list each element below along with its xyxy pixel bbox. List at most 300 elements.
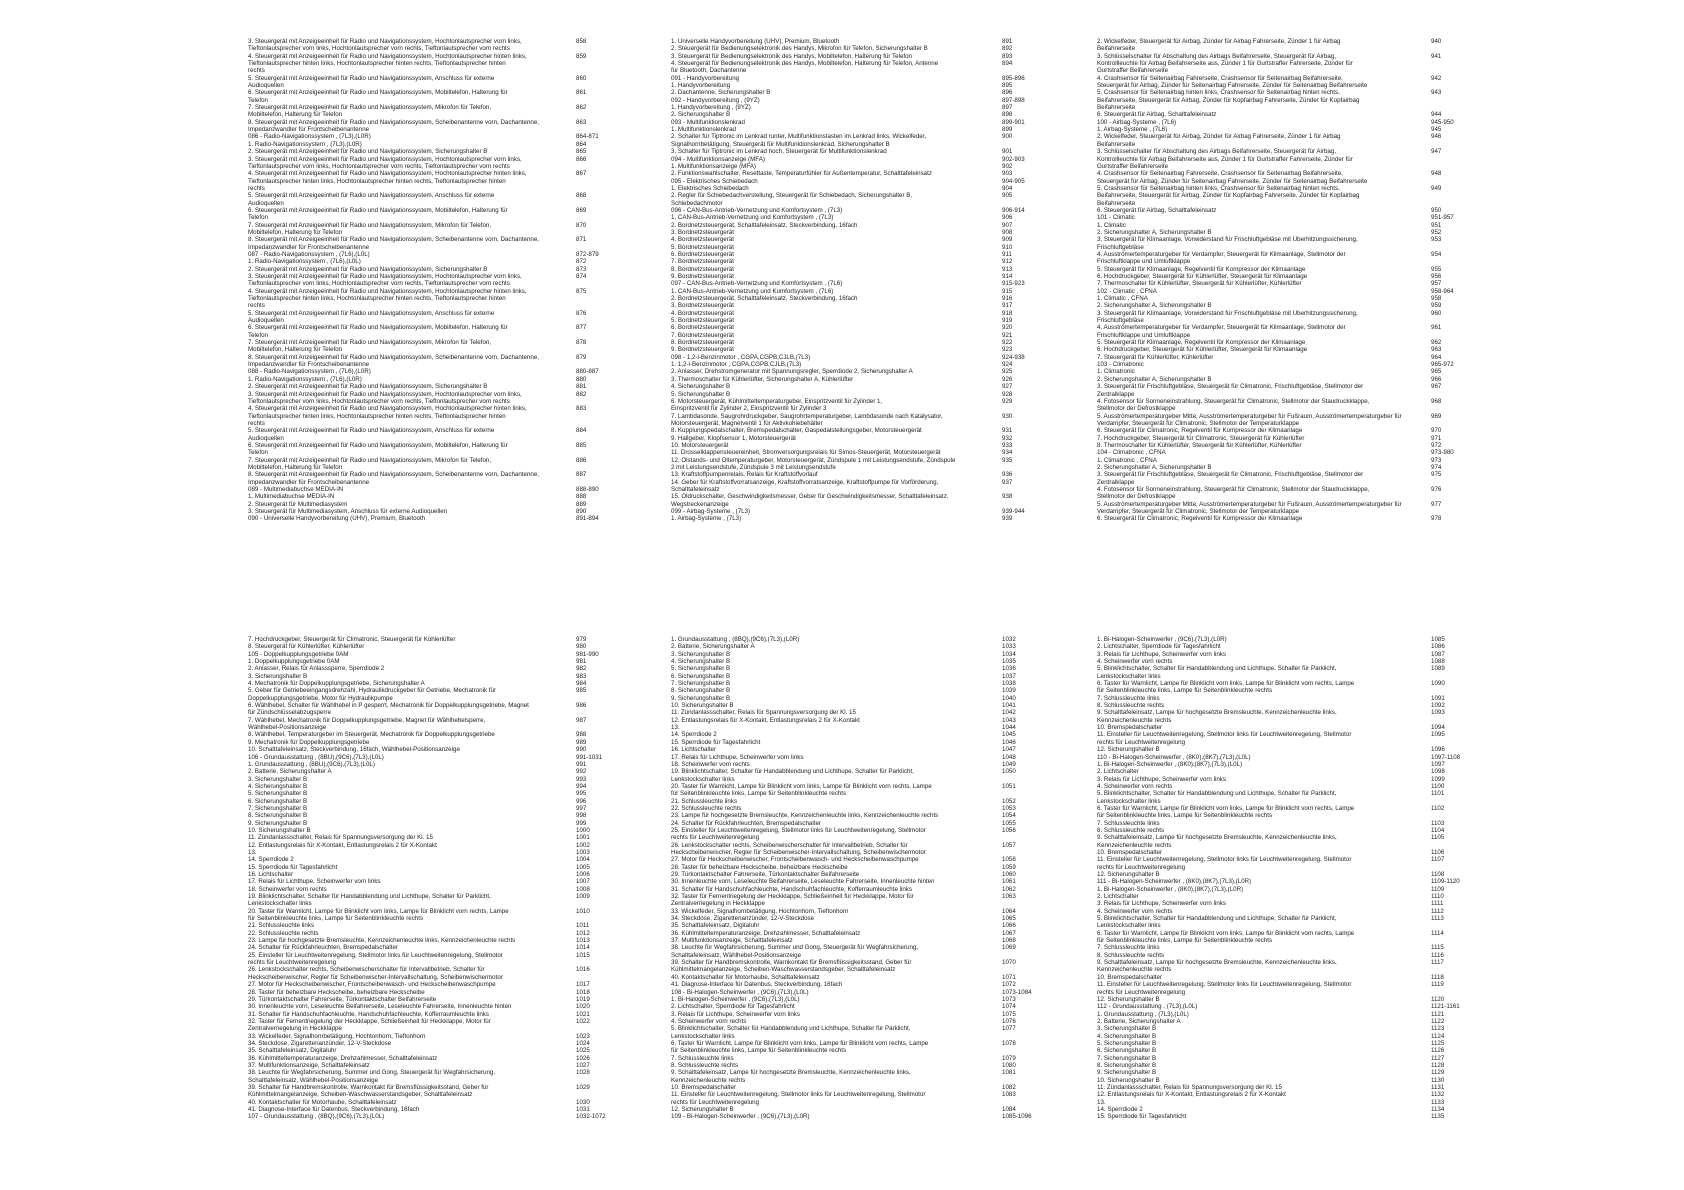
toc-entry-title: 8. Bordnetzsteuergerät xyxy=(671,265,734,273)
toc-entry-title: 089 - Multimediabuchse MEDIA-IN xyxy=(248,485,344,493)
toc-entry-title: 8. Schlussleuchte rechts xyxy=(1097,826,1165,834)
toc-entry-title: 14. Sperrdiode 2 xyxy=(1097,1106,1143,1113)
toc-entry-title: Kennzeichenleuchte rechts xyxy=(1097,966,1172,974)
toc-entry-title: 11. Einsteller für Leuchtweitenregelung, Stellmotor links für Leuchtweitenregelung, Stellmotor xyxy=(1097,856,1352,864)
toc-entry-title: 6. Steuergerät für Climatronic, Regelventil für Kompressor der Klimaanlage xyxy=(1097,427,1303,435)
toc-entry-page: 1121-1161 xyxy=(1431,1003,1460,1011)
toc-entry-title: 5. Blinklichtschalter, Schalter für Handabblendung und Lichthupe, Schalter für Parklicht, xyxy=(1097,790,1337,798)
toc-entry-page: 1070 xyxy=(1002,959,1016,967)
toc-entry-title: 9. Hallgeber, Klopfsensor 1, Motorsteuergerät xyxy=(671,434,796,442)
toc-entry-title: 27. Motor für Heckscheibenwischer, Frontscheibenwasch- und Heckscheibenwaschpumpe xyxy=(671,856,919,864)
toc-entry-page: 929 xyxy=(1002,397,1013,405)
toc-entry-page: 1006 xyxy=(576,871,590,878)
toc-entry-page: 930 xyxy=(1002,412,1013,420)
toc-entry-title: 9. Sicherungshalter B xyxy=(248,819,308,827)
toc-entry-page: 986 xyxy=(576,702,587,710)
toc-entry-page: 896 xyxy=(1002,89,1013,97)
toc-entry-title: 6. Bordnetzsteuergerät xyxy=(671,324,734,332)
toc-entry-page: 1010 xyxy=(576,907,590,915)
toc-entry-page: 946 xyxy=(1431,133,1442,141)
toc-entry-page: 969 xyxy=(1431,412,1442,420)
toc-entry-title: für Bluetooth, Dachantenne xyxy=(671,67,747,75)
toc-entry-page: 898 xyxy=(1002,111,1013,119)
toc-entry-page: 907 xyxy=(1002,221,1013,229)
toc-entry-title: rechts xyxy=(248,67,265,75)
toc-entry-title: Telefon xyxy=(248,449,268,457)
toc-entry-page: 1031 xyxy=(576,1106,590,1113)
toc-entry-title: rechts xyxy=(248,184,265,192)
toc-entry-title: 7. Bordnetzsteuergerät xyxy=(671,331,734,339)
toc-entry-page: 1071 xyxy=(1002,973,1016,981)
toc-entry-page: 1119 xyxy=(1431,981,1444,989)
toc-entry-title: Lenkstockschalter links xyxy=(248,900,312,908)
toc-entry-page: 1109 xyxy=(1431,885,1445,893)
toc-entry-title: 3. Sicherungshalter B xyxy=(1097,1025,1157,1033)
toc-entry-title: 15. Sperrdiode für Tagesfahrlicht xyxy=(248,863,338,871)
toc-entry-page: 904-905 xyxy=(1002,177,1025,185)
toc-entry-page: 1017 xyxy=(576,981,590,989)
toc-entry-title: 6. Steuergerät mit Anzeigeeinheit für Radio und Navigationssystem, Mobiltelefon, Halterung für xyxy=(248,324,508,332)
toc-entry-title: Audioquellen xyxy=(248,317,284,325)
toc-entry-title: 8. Bordnetzsteuergerät xyxy=(671,339,734,347)
toc-entry-page: 861 xyxy=(576,89,587,97)
toc-entry-page: 863 xyxy=(576,118,587,126)
toc-entry-title: 7. Bordnetzsteuergerät xyxy=(671,258,734,266)
toc-entry-title: 7. Wählhebel, Mechatronik für Doppelkupplungsgetriebe, Magnet für Wählhebelsperre, xyxy=(248,716,486,724)
toc-entry-title: 090 - Universelle Handyvorbereitung (UHV), Premium, Bluetooth xyxy=(248,515,426,523)
toc-entry-title: 10. Bremspedalschalter xyxy=(1097,724,1163,732)
toc-entry-title: 8. Kupplungspedalschalter, Bremspedalschalter, Gaspedalstellungsgeber, Motorsteuergerät xyxy=(671,427,922,435)
toc-entry-title: Schiebedachmotor xyxy=(671,199,723,207)
toc-entry-page: 924 xyxy=(1002,361,1013,369)
toc-entry-page: 951-957 xyxy=(1431,214,1454,222)
toc-entry-page: 1002 xyxy=(576,841,590,849)
toc-entry-page: 1023 xyxy=(576,1032,590,1040)
toc-entry-title: 4. Steuergerät mit Anzeigeeinheit für Radio und Navigationssystem, Hochtonlautsprecher hinten links, xyxy=(248,52,527,60)
toc-entry-title: 6. Sicherungshalter B xyxy=(671,672,731,680)
toc-entry-title: Tieftonlautsprecher vorn links, Hochtonlautsprecher vorn rechts, Tieftonlautsprecher vorn rechts xyxy=(248,45,510,53)
toc-entry-title: 5. Sicherungshalter B xyxy=(671,390,731,398)
toc-entry-page: 888-890 xyxy=(576,485,599,493)
toc-entry-title: 2. Bordnetzsteuergerät, Schalttafeleinsatz, Steckverbindung, 16fach xyxy=(671,295,858,303)
toc-entry-page: 974 xyxy=(1431,463,1442,471)
toc-entry-page: 999 xyxy=(576,819,587,827)
toc-entry-title: 3. Schalter für Tiptronic im Lenkrad hoch, Steuergerät für Multifunktionslenkrad xyxy=(671,148,887,156)
toc-entry-page: 1036 xyxy=(1002,665,1016,673)
toc-entry-title: 4. Steuergerät für Bedienungselektronik des Handys, Mobiltelefon, Halterung für Telefon, Antenne xyxy=(671,60,939,68)
toc-entry-page: 874 xyxy=(576,273,587,280)
toc-entry-title: Lenkstockschalter links xyxy=(671,775,735,783)
toc-entry-page: 956 xyxy=(1431,273,1442,280)
toc-entry-title: 2. Lichtschalter, Sperrdiode für Tagesfahrlicht xyxy=(671,1003,795,1011)
toc-entry-title: 2. Sicherungshalter A, Sicherungshalter B xyxy=(1097,228,1212,236)
toc-entry-title: 4. Fotosensor für Sonneneinstrahlung, Steuergerät für Climatronic, Stellmotor der Staudruckklappe, xyxy=(1097,485,1370,493)
toc-entry-page: 1035 xyxy=(1002,658,1016,666)
toc-entry-page: 914 xyxy=(1002,273,1013,280)
toc-entry-page: 934 xyxy=(1002,449,1013,457)
toc-entry-title: Beifahrerseite, Steuergerät für Airbag, Zünder für Kopfairbag Fahrerseite, Zünder für Kopfairbag xyxy=(1097,96,1360,104)
toc-entry-title: 102 - Climatic , CFNA xyxy=(1097,287,1157,295)
toc-entry-page: 1112 xyxy=(1431,907,1444,915)
toc-entry-page: 1090 xyxy=(1431,680,1445,688)
toc-entry-title: 4. Sicherungshalter B xyxy=(1097,1032,1157,1040)
toc-entry-page: 1111 xyxy=(1431,900,1444,908)
toc-entry-page: 1069 xyxy=(1002,944,1016,952)
toc-entry-title: 107 - Grundausstattung , (8BQ),(9C6),(7L3),(L0L) xyxy=(248,1113,385,1121)
toc-entry-page: 991-1031 xyxy=(576,753,603,761)
toc-entry-title: rechts für Leuchtweitenregelung xyxy=(1097,863,1186,871)
toc-entry-title: 16. Lichtschalter xyxy=(671,746,717,754)
toc-entry-page: 1130 xyxy=(1431,1076,1445,1084)
toc-entry-page: 1124 xyxy=(1431,1032,1445,1040)
toc-entry-title: 38. Leuchte für Wegfahrsicherung, Summer und Gong, Steuergerät für Wegfahrsicherung, xyxy=(248,1069,496,1077)
toc-entry-title: Tieftonlautsprecher vorn links, Hochtonlautsprecher vorn rechts, Tieftonlautsprecher vorn rechts xyxy=(248,162,510,170)
toc-entry-title: 3. Bordnetzsteuergerät xyxy=(671,302,734,310)
toc-entry-title: 4. Ausströmertemperaturgeber für Verdampfer, Steuergerät für Klimaanlage, Stellmotor der xyxy=(1097,324,1346,332)
toc-entry-page: 958-964 xyxy=(1431,287,1454,295)
toc-entry-page: 1083 xyxy=(1002,1091,1016,1099)
toc-entry-page: 1080 xyxy=(1002,1061,1016,1069)
toc-entry-page: 1066 xyxy=(1002,922,1016,930)
toc-entry-title: Verdampfer, Steuergerät für Climatronic, Stellmotor der Temperaturklappe xyxy=(1097,419,1300,427)
toc-entry-title: 15. Sperrdiode für Tagesfahrlicht xyxy=(671,738,761,746)
toc-entry-title: 15. Sperrdiode für Tagesfahrlicht xyxy=(1097,1113,1187,1121)
toc-entry-title: 3. Relais für Lichthupe, Scheinwerfer vorn links xyxy=(671,1010,800,1018)
toc-entry-title: 4. Bordnetzsteuergerät xyxy=(671,236,734,244)
toc-entry-page: 931 xyxy=(1002,427,1013,435)
toc-entry-page: 963 xyxy=(1431,346,1442,354)
toc-entry-title: 21. Schlussleuchte links xyxy=(248,922,315,930)
toc-entry-title: 7. Sicherungshalter B xyxy=(1097,1054,1157,1062)
toc-entry-page: 1024 xyxy=(576,1039,590,1047)
toc-entry-title: 2. Steuergerät mit Anzeigeeinheit für Radio und Navigationssystem, Sicherungshalter B xyxy=(248,265,488,273)
toc-entry-title: 1. Multimediabuchse MEDIA-IN xyxy=(248,493,335,501)
toc-entry-page: 1073-1084 xyxy=(1002,988,1032,996)
toc-entry-page: 1021 xyxy=(576,1010,590,1018)
toc-entry-title: 7. Sicherungshalter B xyxy=(248,804,308,812)
toc-entry-page: 915 xyxy=(1002,287,1013,295)
toc-entry-title: Stellmotor der Defrostklappe xyxy=(1097,493,1176,501)
toc-entry-page: 1095 xyxy=(1431,731,1445,739)
toc-entry-page: 872 xyxy=(576,258,587,266)
toc-entry-page: 947 xyxy=(1431,148,1442,156)
toc-entry-page: 908 xyxy=(1002,228,1013,236)
toc-entry-title: 1. CAN-Bus-Antrieb-Vernetzung und Komfortsystem , (7L6) xyxy=(671,287,834,295)
toc-entry-page: 923 xyxy=(1002,346,1013,354)
toc-entry-page: 1121 xyxy=(1431,1010,1445,1018)
toc-entry-page: 899 xyxy=(1002,126,1013,134)
toc-entry-title: 3. Relais für Lichthupe, Scheinwerfer vorn links xyxy=(1097,900,1226,908)
toc-entry-title: 8. Schlussleuchte rechts xyxy=(671,1061,739,1069)
toc-entry-title: 10. Sicherungshalter B xyxy=(1097,1076,1160,1084)
toc-entry-title: Telefon xyxy=(248,96,268,104)
toc-entry-title: 112 - Grundausstattung , (7L3),(L0L) xyxy=(1097,1003,1198,1011)
toc-entry-page: 858 xyxy=(576,38,587,45)
toc-entry-page: 905 xyxy=(1002,192,1013,200)
toc-entry-page: 962 xyxy=(1431,339,1442,347)
toc-entry-title: 1. Multifunktionslenkrad xyxy=(671,126,737,134)
toc-entry-title: 11. Drosselklappensteuereinheit, Stromversorgungsrelais für Simos-Steuergerät, Motorsteuergerät xyxy=(671,449,941,457)
toc-entry-page: 902 xyxy=(1002,162,1013,170)
toc-entry-title: 6. Steuergerät mit Anzeigeeinheit für Radio und Navigationssystem, Mobiltelefon, Halterung für xyxy=(248,441,508,449)
toc-entry-title: 11. Zündanlassschalter, Relais für Spannungsversorgung der Kl. 15 xyxy=(1097,1083,1282,1091)
toc-entry-title: 5. Blinklichtschalter, Schalter für Handabblendung und Lichthupe, Schalter für Parklicht, xyxy=(1097,665,1337,673)
toc-entry-title: 108 - Bi-Halogen-Scheinwerfer , (9C6),(7L3),(L0L) xyxy=(671,988,809,996)
toc-entry-page: 938 xyxy=(1002,493,1013,501)
toc-entry-title: 4. Scheinwerfer vorn rechts xyxy=(1097,907,1173,915)
toc-entry-title: rechts für Leuchtweitenregelung xyxy=(671,834,760,842)
toc-entry-title: 6. Bordnetzsteuergerät xyxy=(671,250,734,258)
toc-entry-title: Frischluftgebläse xyxy=(1097,243,1144,251)
toc-entry-page: 968 xyxy=(1431,397,1442,405)
toc-entry-page: 1007 xyxy=(576,878,590,886)
toc-entry-title: 6. Taster für Warnlicht, Lampe für Blinklicht vorn links, Lampe für Blinklicht vorn rechts, Lampe xyxy=(1097,680,1355,688)
toc-entry-title: 2. Batterie, Sicherungshalter A xyxy=(248,768,332,776)
toc-entry-title: 2 mit Leistungsendstufe, Zündspule 3 mit Leistungsendstufe xyxy=(671,463,836,471)
toc-entry-title: 1. CAN-Bus-Antrieb-Vernetzung und Komfortsystem , (7L3) xyxy=(671,214,834,222)
toc-entry-title: 4. Sicherungshalter B xyxy=(248,782,308,790)
toc-entry-page: 926 xyxy=(1002,375,1013,383)
toc-entry-page: 860 xyxy=(576,74,587,82)
toc-entry-title: 099 - Airbag-Systeme , (7L3) xyxy=(671,508,751,515)
toc-entry-title: 3. Steuergerät für Multimediasystem, Anschluss für externe Audioquellen xyxy=(248,508,448,515)
toc-entry-title: 12. Sicherungshalter B xyxy=(1097,995,1160,1003)
toc-entry-title: 4. Crashsensor für Seitenairbag Fahrerseite, Crashsensor für Seitenairbag Beifahrerseite, xyxy=(1097,74,1343,82)
toc-entry-title: 1. Grundausstattung , (7L3),(L0L) xyxy=(1097,1010,1189,1018)
toc-entry-title: 16. Lichtschalter xyxy=(248,871,294,878)
toc-entry-page: 916 xyxy=(1002,295,1013,303)
toc-entry-page: 897-898 xyxy=(1002,96,1025,104)
toc-entry-title: 3. Steuergerät für Klimaanlage, Vorwiderstand für Frischluftgebläse mit Überhitzungssicherung, xyxy=(1097,236,1358,244)
toc-entry-page: 913 xyxy=(1002,265,1013,273)
toc-entry-title: 4. Ausströmertemperaturgeber für Verdampfer, Steuergerät für Klimaanlage, Stellmotor der xyxy=(1097,250,1346,258)
toc-entry-title: 25. Einsteller für Leuchtweitenregelung, Stellmotor links für Leuchtweitenregelung, Stellmotor xyxy=(248,951,503,959)
toc-entry-page: 876 xyxy=(576,309,587,317)
toc-entry-page: 1051 xyxy=(1002,782,1016,790)
toc-entry-title: 2. Lichtschalter xyxy=(1097,768,1139,776)
toc-entry-title: Beifahrerseite xyxy=(1097,104,1136,112)
toc-entry-title: 7. Hochdruckgeber, Steuergerät für Climatronic, Steuergerät für Kühlerlüfter xyxy=(248,636,456,643)
toc-entry-title: Einspritzventil für Zylinder 2, Einspritzventil für Zylinder 3 xyxy=(671,405,827,413)
toc-entry-title: 9. Schalttafeleinsatz, Lampe für hochgesetzte Bremsleuchte, Kennzeichenleuchte links, xyxy=(1097,834,1337,842)
toc-entry-title: 24. Schalter für Rückfahrleuchten, Bremspedalschalter xyxy=(248,944,398,952)
toc-entry-title: 4. Steuergerät mit Anzeigeeinheit für Radio und Navigationssystem, Hochtonlautsprecher hinten links, xyxy=(248,405,527,413)
toc-entry-page: 936 xyxy=(1002,471,1013,479)
toc-entry-title: 3. Sicherungshalter B xyxy=(671,650,731,658)
toc-entry-title: 1. Multifunktionsanzeige (MFA) xyxy=(671,162,756,170)
toc-entry-title: 9. Sicherungshalter B xyxy=(1097,1069,1157,1077)
toc-entry-title: 23. Lampe für hochgesetzte Bremsleuchte, Kennzeichenleuchte links, Kennzeichenleuchte rechts xyxy=(671,812,939,820)
toc-entry-page: 948 xyxy=(1431,170,1442,178)
toc-entry-title: 5. Steuergerät für Klimaanlage, Regelventil für Kompressor der Klimaanlage xyxy=(1097,339,1306,347)
toc-entry-page: 991 xyxy=(576,760,587,768)
toc-entry-title: 5. Steuergerät mit Anzeigeeinheit für Radio und Navigationssystem, Anschluss für externe xyxy=(248,427,495,435)
toc-entry-page: 995 xyxy=(576,790,587,798)
toc-entry-page: 977 xyxy=(1431,500,1442,508)
toc-entry-title: 1. Climatic xyxy=(1097,221,1126,229)
toc-entry-title: 6. Steuergerät für Airbag, Schalttafeleinsatz xyxy=(1097,206,1217,214)
toc-entry-page: 1098 xyxy=(1431,768,1445,776)
toc-entry-page: 1054 xyxy=(1002,812,1016,820)
toc-entry-page: 871 xyxy=(576,236,587,244)
toc-entry-page: 1025 xyxy=(576,1047,590,1055)
toc-entry-title: 3. Steuergerät mit Anzeigeeinheit für Radio und Navigationssystem, Hochtonlautsprecher vorn links, xyxy=(248,273,522,280)
toc-entry-title: 7. Steuergerät mit Anzeigeeinheit für Radio und Navigationssystem, Mikrofon für Telefon, xyxy=(248,456,492,464)
toc-entry-title: 5. Steuergerät mit Anzeigeeinheit für Radio und Navigationssystem, Anschluss für externe xyxy=(248,192,495,200)
toc-entry-page: 1072 xyxy=(1002,981,1016,989)
toc-entry-page: 1096 xyxy=(1431,746,1445,754)
toc-entry-title: 5. Sicherungshalter B xyxy=(671,665,731,673)
toc-entry-page: 864-871 xyxy=(576,133,599,141)
toc-entry-page: 1062 xyxy=(1002,885,1016,893)
toc-entry-page: 912 xyxy=(1002,258,1013,266)
toc-entry-page: 1122 xyxy=(1431,1017,1445,1025)
toc-entry-title: Schalttafeleinsatz, Wählhebel-Positionsanzeige xyxy=(248,1076,379,1084)
toc-entry-title: für Seitenblinkleuchte links, Lampe für Seitenblinkleuchte rechts xyxy=(1097,937,1273,945)
toc-entry-page: 886 xyxy=(576,456,587,464)
toc-entry-title: 19. Blinklichtschalter, Schalter für Handabblendung und Lichthupe, Schalter für Parklicht, xyxy=(248,893,491,901)
toc-entry-page: 884 xyxy=(576,427,587,435)
toc-entry-title: 15. Öldruckschalter, Geschwindigkeitsmesser, Geber für Geschwindigkeitsmesser, Schalttafeleinsatz, xyxy=(671,493,949,501)
toc-entry-page: 920 xyxy=(1002,324,1013,332)
toc-entry-title: 4. Scheinwerfer vorn rechts xyxy=(671,1017,747,1025)
toc-entry-title: Impedanzwandler für Frontscheibenantenne xyxy=(248,478,370,486)
toc-entry-title: 1. Radio-Navigationssystem , (7L3),(L0R) xyxy=(248,140,362,148)
toc-entry-page: 957 xyxy=(1431,280,1442,288)
toc-entry-page: 960 xyxy=(1431,309,1442,317)
toc-entry-title: 4. Sicherungshalter B xyxy=(671,658,731,666)
toc-entry-page: 1001 xyxy=(576,834,590,842)
toc-entry-page: 950 xyxy=(1431,206,1442,214)
toc-entry-page: 975 xyxy=(1431,471,1442,479)
toc-entry-title: Kontrollleuchte für Airbag Beifahrerseite aus, Zünder 1 für Gurtstraffer Fahrerseite, Zünder für xyxy=(1097,155,1353,163)
toc-entry-page: 1046 xyxy=(1002,738,1016,746)
toc-entry-page: 1074 xyxy=(1002,1003,1016,1011)
toc-entry-title: Kennzeichenleuchte rechts xyxy=(1097,841,1172,849)
toc-entry-page: 1011 xyxy=(576,922,590,930)
toc-entry-title: 4. Steuergerät mit Anzeigeeinheit für Radio und Navigationssystem, Hochtonlautsprecher hinten links, xyxy=(248,170,527,178)
toc-entry-title: 41. Diagnose-Interface für Datenbus, Steckverbindung, 16fach xyxy=(671,981,843,989)
toc-entry-page: 985 xyxy=(576,687,587,695)
toc-entry-title: 17. Relais für Lichthupe, Scheinwerfer vorn links xyxy=(671,753,804,761)
toc-entry-page: 1129 xyxy=(1431,1069,1445,1077)
toc-entry-title: Motorsteuergerät, Magnetventil 1 für Aktivkohlebehälter xyxy=(671,419,823,427)
toc-entry-title: 2. Bordnetzsteuergerät, Schalttafeleinsatz, Steckverbindung, 16fach xyxy=(671,221,858,229)
toc-entry-page: 1013 xyxy=(576,937,590,945)
toc-entry-title: für Seitenblinkleuchte links, Lampe für Seitenblinkleuchte rechts xyxy=(1097,812,1273,820)
toc-entry-page: 976 xyxy=(1431,485,1442,493)
toc-entry-title: 5. Ausströmertemperaturgeber Mitte, Ausströmertemperaturgeber für Fußraum, Ausströmertemperaturgeber für xyxy=(1097,500,1402,508)
toc-entry-page: 1058 xyxy=(1002,856,1016,864)
toc-entry-page: 862 xyxy=(576,104,587,112)
toc-entry-page: 899-901 xyxy=(1002,118,1025,126)
toc-entry-title: 094 - Multifunktionsanzeige (MFA) xyxy=(671,155,765,163)
toc-entry-page: 1008 xyxy=(576,885,590,893)
toc-entry-title: 7. Schlussleuchte links xyxy=(1097,944,1160,952)
toc-entry-title: Lenkstockschalter links xyxy=(671,1032,735,1040)
toc-entry-title: 2. Dachantenne, Sicherungshalter B xyxy=(671,89,771,97)
toc-entry-title: rechts xyxy=(248,419,265,427)
toc-entry-title: Doppelkupplungsgetriebe, Motor für Hydraulikpumpe xyxy=(248,694,393,702)
toc-entry-page: 1082 xyxy=(1002,1083,1016,1091)
toc-entry-page: 967 xyxy=(1431,383,1442,391)
toc-entry-page: 939-944 xyxy=(1002,508,1025,515)
toc-entry-title: 26. Lenkstockschalter rechts, Scheibenwischerschalter für Intervallbetrieb, Schalter für xyxy=(671,841,908,849)
toc-entry-title: Zentralklappe xyxy=(1097,478,1135,486)
toc-entry-title: 20. Taster für Warnlicht, Lampe für Blinklicht vorn links, Lampe für Blinklicht vorn rechts, Lampe xyxy=(248,907,509,915)
toc-entry-title: 2. Lichtschalter, Sperrdiode für Tagesfahrlicht xyxy=(1097,643,1221,651)
toc-entry-page: 952 xyxy=(1431,228,1442,236)
toc-entry-title: 7. Schlussleuchte links xyxy=(1097,819,1160,827)
toc-entry-page: 1089 xyxy=(1431,665,1445,673)
toc-entry-title: 20. Taster für Warnlicht, Lampe für Blinklicht vorn links, Lampe für Blinklicht vorn rechts, Lampe xyxy=(671,782,932,790)
toc-entry-page: 989 xyxy=(576,738,587,746)
toc-entry-title: 30. Innenleuchte vorn, Leseleuchte Beifahrerseite, Leseleuchte Fahrerseite, Innenleuchte hinten xyxy=(671,878,935,886)
toc-entry-page: 900 xyxy=(1002,133,1013,141)
toc-entry-title: 36. Kühlmitteltemperaturanzeige, Drehzahlmesser, Schalttafeleinsatz xyxy=(671,929,861,937)
toc-entry-title: 1. Handyvorbereitung xyxy=(671,82,731,90)
toc-entry-page: 994 xyxy=(576,782,587,790)
toc-entry-title: Stellmotor der Defrostklappe xyxy=(1097,405,1176,413)
toc-entry-title: Verdampfer, Steuergerät für Climatronic, Stellmotor der Temperaturklappe xyxy=(1097,508,1300,515)
toc-entry-title: 8. Steuergerät für Kühlerlüfter, Kühlerlüfter xyxy=(248,643,365,651)
toc-entry-title: Wählhebel-Positionsanzeige xyxy=(248,724,327,732)
toc-entry-page: 924-938 xyxy=(1002,353,1025,361)
toc-entry-title: 22. Schlussleuchte rechts xyxy=(248,929,319,937)
toc-entry-title: 26. Lenkstockschalter rechts, Scheibenwischerschalter für Intervallbetrieb, Schalter für xyxy=(248,966,485,974)
toc-entry-title: 40. Kontaktschalter für Motorhaube, Schalttafeleinsatz xyxy=(248,1098,397,1106)
toc-entry-title: 4. Scheinwerfer vorn rechts xyxy=(1097,658,1173,666)
toc-entry-page: 949 xyxy=(1431,184,1442,192)
toc-entry-title: 1. Bi-Halogen-Scheinwerfer , (9C6),(7L3),(L0R) xyxy=(1097,636,1227,643)
toc-entry-page: 1014 xyxy=(576,944,590,952)
toc-entry-title: 5. Blinklichtschalter, Schalter für Handabblendung und Lichthupe, Schalter für Parklicht, xyxy=(1097,915,1337,923)
toc-entry-title: 3. Bordnetzsteuergerät xyxy=(671,228,734,236)
toc-entry-page: 981-990 xyxy=(576,650,599,658)
toc-entry-title: 9. Bordnetzsteuergerät xyxy=(671,346,734,354)
toc-entry-page: 1047 xyxy=(1002,746,1016,754)
toc-entry-title: 13. xyxy=(671,724,680,732)
toc-entry-page: 971 xyxy=(1431,434,1442,442)
toc-entry-title: 2. Steuergerät für Bedienungselektronik des Handys, Mikrofon für Telefon, Sicherungshalter B xyxy=(671,45,928,53)
toc-entry-page: 1009 xyxy=(576,893,590,901)
toc-entry-title: 27. Motor für Heckscheibenwischer, Frontscheibenwasch- und Heckscheibenwaschpumpe xyxy=(248,981,496,989)
toc-entry-page: 937 xyxy=(1002,478,1013,486)
toc-entry-page: 1079 xyxy=(1002,1054,1016,1062)
toc-entry-title: 39. Schalter für Handbremskontrolle, Warnkontakt für Bremsflüssigkeitsstand, Geber für xyxy=(248,1083,489,1091)
toc-entry-title: 1. 1,2-l-Benzinmotor , CGPA,CGPB,CJLB,(7L3) xyxy=(671,361,802,369)
toc-entry-title: Tieftonlautsprecher hinten links, Hochtonlautsprecher hinten rechts, Tieftonlautsprecher hinten xyxy=(248,295,506,303)
toc-entry-page: 1134 xyxy=(1431,1106,1445,1113)
toc-entry-page: 954 xyxy=(1431,250,1442,258)
toc-entry-title: 3. Sicherungshalter B xyxy=(248,775,308,783)
toc-entry-page: 1115 xyxy=(1431,944,1444,952)
toc-entry-title: Lenkstockschalter links xyxy=(1097,922,1161,930)
toc-entry-page: 1110 xyxy=(1431,893,1444,901)
toc-entry-page: 942 xyxy=(1431,74,1442,82)
toc-entry-title: Kühlmittelmangelanzeige, Scheiben-Waschwasserstandsgeber, Schalttafeleinsatz xyxy=(671,966,896,974)
toc-entry-page: 906-914 xyxy=(1002,206,1025,214)
toc-entry-page: 891 xyxy=(1002,38,1013,45)
toc-entry-title: 3. Steuergerät für Bedienungselektronik des Handys, Mobiltelefon, Halterung für Telefon xyxy=(671,52,912,60)
toc-entry-title: 36. Kühlmitteltemperaturanzeige, Drehzahlmesser, Schalttafeleinsatz xyxy=(248,1054,438,1062)
toc-entry-page: 1085 xyxy=(1431,636,1445,643)
toc-entry-page: 918 xyxy=(1002,309,1013,317)
toc-entry-page: 1012 xyxy=(576,929,590,937)
toc-entry-page: 1065 xyxy=(1002,915,1016,923)
toc-entry-title: 39. Schalter für Handbremskontrolle, Warnkontakt für Bremsflüssigkeitsstand, Geber für xyxy=(671,959,912,967)
toc-entry-page: 983 xyxy=(576,672,587,680)
